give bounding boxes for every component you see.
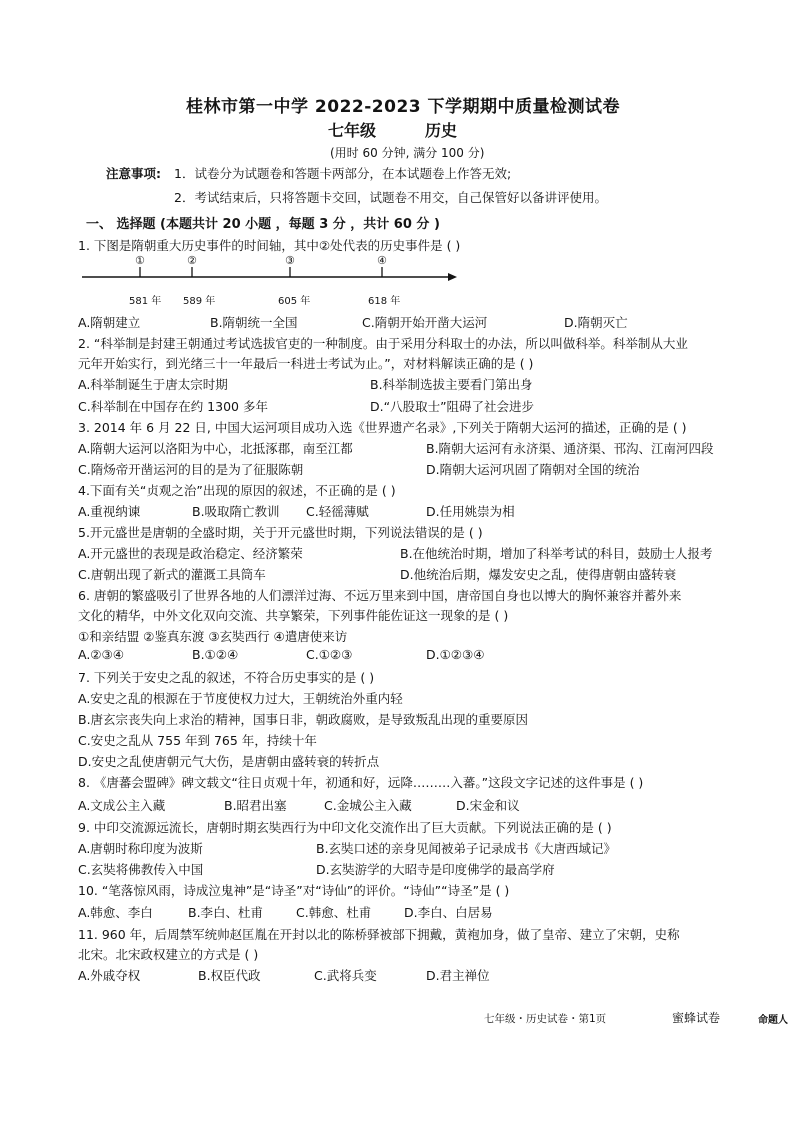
q5-option-c: C.唐朝出现了新式的灌溉工具筒车 xyxy=(78,567,266,582)
q2-stem-line-2: 元年开始实行，到光绪三十一年最后一科进士考试为止。”，对材料解读正确的是 ( ) xyxy=(78,356,534,371)
q6-option-c: C.①②③ xyxy=(306,647,353,662)
q5-option-a: A.开元盛世的表现是政治稳定、经济繁荣 xyxy=(78,546,303,561)
q2-option-b: B.科举制选拔主要看门第出身 xyxy=(370,377,533,392)
q1-stem: 1. 下图是隋朝重大历史事件的时间轴，其中②处代表的历史事件是 ( ) xyxy=(78,238,461,253)
q3-option-b: B.隋朝大运河有永济渠、通济渠、邗沟、江南河四段 xyxy=(426,441,714,456)
q9-option-b: B.玄奘口述的亲身见闻被弟子记录成书《大唐西域记》 xyxy=(316,841,617,856)
q11-option-b: B.权臣代政 xyxy=(198,968,261,983)
timeline-year-1: 581 年 xyxy=(129,296,162,307)
timeline-marker-2: ② xyxy=(187,254,197,267)
timeline-year-4: 618 年 xyxy=(368,296,401,307)
q7-option-d: D.安史之乱使唐朝元气大伤，是唐朝由盛转衰的转折点 xyxy=(78,754,380,769)
q7-stem: 7. 下列关于安史之乱的叙述，不符合历史事实的是 ( ) xyxy=(78,670,375,685)
q8-option-c: C.金城公主入藏 xyxy=(324,798,412,813)
q8-option-a: A.文成公主入藏 xyxy=(78,798,166,813)
q9-stem: 9. 中印交流源远流长，唐朝时期玄奘西行为中印文化交流作出了巨大贡献。下列说法正确的是 ( ) xyxy=(78,820,612,835)
timeline-marker-4: ④ xyxy=(377,254,387,267)
q1-option-d: D.隋朝灭亡 xyxy=(564,315,628,330)
section-title: 一、 选择题 (本题共计 20 小题 ，每题 3 分 ，共计 60 分 ) xyxy=(86,217,440,232)
time-info: (用时 60 分钟, 满分 100 分) xyxy=(330,146,485,160)
q5-stem: 5.开元盛世是唐朝的全盛时期，关于开元盛世时期，下列说法错误的是 ( ) xyxy=(78,525,483,540)
q6-stem-line-1: 6. 唐朝的繁盛吸引了世界各地的人们漂洋过海、不远万里来到中国，唐帝国自身也以博大的胸怀兼容并蓄外来 xyxy=(78,588,682,603)
q11-option-c: C.武将兵变 xyxy=(314,968,377,983)
q10-option-c: C.韩愈、杜甫 xyxy=(296,905,372,920)
q5-option-b: B.在他统治时期，增加了科举考试的科目，鼓励士人报考 xyxy=(400,546,713,561)
timeline-marker-1: ① xyxy=(135,254,145,267)
q3-option-a: A.隋朝大运河以洛阳为中心，北抵涿郡，南至江都 xyxy=(78,441,353,456)
timeline-arrow-icon xyxy=(448,273,457,281)
exam-title: 桂林市第一中学 2022-2023 下学期期中质量检测试卷 xyxy=(186,97,621,117)
q6-option-d: D.①②③④ xyxy=(426,647,485,662)
q10-stem: 10. “笔落惊风雨，诗成泣鬼神”是“诗圣”对“诗仙”的评价。“诗仙”“诗圣”是 ( ) xyxy=(78,883,510,898)
q3-option-d: D.隋朝大运河巩固了隋朝对全国的统治 xyxy=(426,462,640,477)
q7-option-c: C.安史之乱从 755 年到 765 年，持续十年 xyxy=(78,733,317,748)
q11-stem-line-2: 北宋。北宋政权建立的方式是 ( ) xyxy=(78,947,259,962)
page-footer-label: 七年级・历史试卷・第1页 xyxy=(484,1013,607,1025)
q1-option-a: A.隋朝建立 xyxy=(78,315,141,330)
q6-items: ①和亲结盟 ②鉴真东渡 ③玄奘西行 ④遣唐使来访 xyxy=(78,629,348,644)
q10-option-b: B.李白、杜甫 xyxy=(188,905,264,920)
q1-option-c: C.隋朝开始开凿大运河 xyxy=(362,315,488,330)
q4-option-c: C.轻徭薄赋 xyxy=(306,504,369,519)
watermark-text: 蜜蜂试卷 xyxy=(672,1011,721,1025)
q3-option-c: C.隋炀帝开凿运河的目的是为了征服陈朝 xyxy=(78,462,304,477)
q4-stem: 4.下面有关“贞观之治”出现的原因的叙述，不正确的是 ( ) xyxy=(78,483,396,498)
note-item-2: 2．考试结束后，只将答题卡交回，试题卷不用交，自己保管好以备讲评使用。 xyxy=(174,190,607,205)
grade-label: 七年级 xyxy=(328,121,377,140)
q9-option-a: A.唐朝时称印度为波斯 xyxy=(78,841,203,856)
q7-option-b: B.唐玄宗丧失向上求治的精神，国事日非，朝政腐败，是导致叛乱出现的重要原因 xyxy=(78,712,529,727)
q2-stem-line-1: 2. “科举制是封建王朝通过考试选拔官吏的一种制度。由于采用分科取士的办法，所以叫做科举。科举制从大业 xyxy=(78,336,688,351)
q4-option-b: B.吸取隋亡教训 xyxy=(192,504,280,519)
note-item-1: 1．试卷分为试题卷和答题卡两部分，在本试题卷上作答无效; xyxy=(174,166,512,181)
q11-option-d: D.君主禅位 xyxy=(426,968,490,983)
q10-option-a: A.韩愈、李白 xyxy=(78,905,153,920)
timeline-marker-3: ③ xyxy=(285,254,295,267)
q8-option-b: B.昭君出塞 xyxy=(224,798,287,813)
q6-option-b: B.①②④ xyxy=(192,647,239,662)
notes-label: 注意事项: xyxy=(106,166,161,181)
q11-stem-line-1: 11. 960 年，后周禁军统帅赵匡胤在开封以北的陈桥驿被部下拥戴，黄袍加身，做了皇帝、建立了宋朝，史称 xyxy=(78,927,680,942)
q8-stem: 8. 《唐蕃会盟碑》碑文载文“往日贞观十年，初通和好，远降………入蕃。”这段文字记述的这件事是 ( ) xyxy=(78,775,644,790)
q8-option-d: D.宋金和议 xyxy=(456,798,520,813)
q11-option-a: A.外戚夺权 xyxy=(78,968,141,983)
q9-option-c: C.玄奘将佛教传入中国 xyxy=(78,862,204,877)
subject-label: 历史 xyxy=(425,121,458,140)
q6-option-a: A.②③④ xyxy=(78,647,124,662)
q9-option-d: D.玄奘游学的大昭寺是印度佛学的最高学府 xyxy=(316,862,555,877)
q10-option-d: D.李白、白居易 xyxy=(404,905,493,920)
q2-option-d: D.“八股取士”阻碍了社会进步 xyxy=(370,399,535,414)
q4-option-a: A.重视纳谏 xyxy=(78,504,141,519)
q4-option-d: D.任用姚崇为相 xyxy=(426,504,515,519)
timeline-year-2: 589 年 xyxy=(183,296,216,307)
timeline-year-3: 605 年 xyxy=(278,296,311,307)
corner-text: 命题人 xyxy=(758,1015,788,1026)
q1-option-b: B.隋朝统一全国 xyxy=(210,315,298,330)
q3-stem: 3. 2014 年 6 月 22 日, 中国大运河项目成功入选《世界遗产名录》,下列关于隋朝大运河的描述，正确的是 ( ) xyxy=(78,420,687,435)
q7-option-a: A.安史之乱的根源在于节度使权力过大，王朝统治外重内轻 xyxy=(78,691,403,706)
q2-option-c: C.科举制在中国存在约 1300 多年 xyxy=(78,399,268,414)
q6-stem-line-2: 文化的精华，中外文化双向交流、共享繁荣，下列事件能佐证这一现象的是 ( ) xyxy=(78,608,509,623)
q2-option-a: A.科举制诞生于唐太宗时期 xyxy=(78,377,228,392)
q5-option-d: D.他统治后期，爆发安史之乱，使得唐朝由盛转衰 xyxy=(400,567,677,582)
